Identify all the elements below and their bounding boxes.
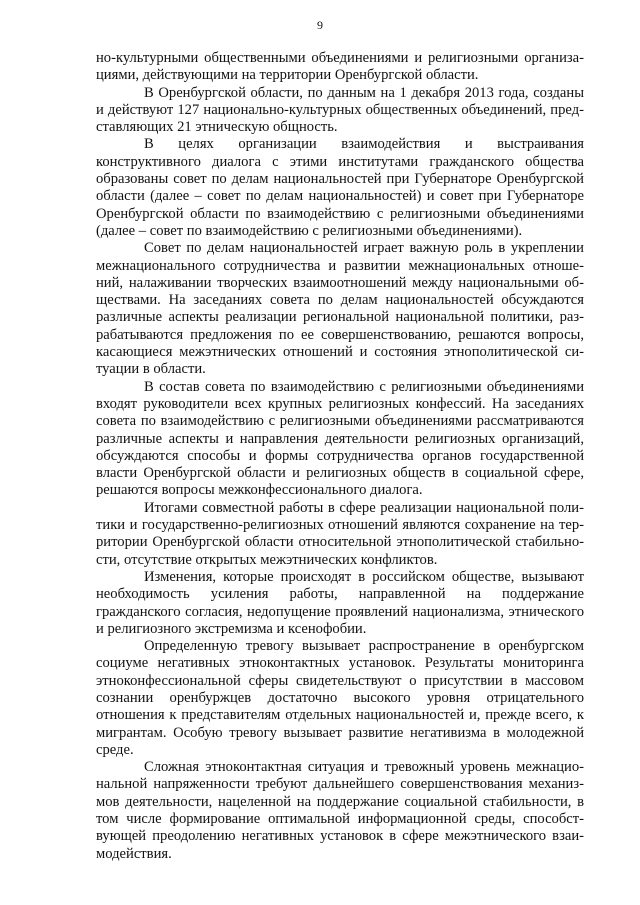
paragraph-organizations-count: В Оренбургской области, по данным на 1 декабря 2013 года, созданы и действуют 127 национально-культурных общественных объединений, представляющих 21 этническую общность. bbox=[96, 84, 584, 136]
document-body bbox=[96, 50, 584, 863]
paragraph-continuation: но-культурными общественными объединениями и религиозными организациями, действующими на территории Оренбургской области. bbox=[96, 50, 584, 84]
paragraph-conclusion: Сложная этноконтактная ситуация и тревожный уровень межнациональной напряженности требуют дальнейшего совершенствования механизмов деятельности, нацеленной на поддержание социальной стабильности, в том числе формирование оптимальной информационной среды, способствующей преодолению негативных установок в сфере межэтнического взаимодействия. bbox=[96, 759, 584, 862]
paragraph-results: Итогами совместной работы в сфере реализации национальной политики и государственно-религиозных отношений являются сохранение на территории Оренбургской области относительной этнополитической стабильности, отсутствие открытых межэтнических конфликтов. bbox=[96, 499, 584, 568]
paragraph-changes: Изменения, которые происходят в российском обществе, вызывают необходимость усиления работы, направленной на поддержание гражданского согласия, недопущение проявлений национализма, этнического и религиозного экстремизма и ксенофобии. bbox=[96, 568, 584, 637]
paragraph-councils-formed: В целях организации взаимодействия и выстраивания конструктивного диалога с этими институтами гражданского общества образованы совет по делам национальностей при Губернаторе Оренбургской области (далее – совет по делам национальностей) и совет при Губернаторе Оренбургской области по взаимодействию с религиозными объединениями (далее – совет по взаимодействию с религиозными объединениями). bbox=[96, 136, 584, 239]
paragraph-nationalities-council: Совет по делам национальностей играет важную роль в укреплении межнационального сотрудничества и развитии межнациональных отношений, налаживании творческих взаимоотношений между национальными обществами. На заседаниях совета по делам национальностей обсуждаются различные аспекты реализации региональной национальной политики, разрабатываются предложения по ее совершенствованию, решаются вопросы, касающиеся межэтнических отношений и состояния этнополитической ситуации в области. bbox=[96, 240, 584, 378]
paragraph-concern: Определенную тревогу вызывает распространение в оренбургском социуме негативных этноконтактных установок. Результаты мониторинга этноконфессиональной сферы свидетельствуют о присутствии в массовом сознании оренбуржцев достаточно высокого уровня отрицательного отношения к представителям отдельных национальностей и, прежде всего, к мигрантам. Особую тревогу вызывает развитие негативизма в молодежной среде. bbox=[96, 638, 584, 758]
paragraph-religious-council: В состав совета по взаимодействию с религиозными объединениями входят руководители всех крупных религиозных конфессий. На заседаниях совета по взаимодействию с религиозными объединениями рассматриваются различные аспекты и направления деятельности религиозных организаций, обсуждаются способы и формы сотрудничества органов государственной власти Оренбургской области и религиозных обществ в социальной сфере, решаются вопросы межконфессионального диалога. bbox=[96, 378, 584, 499]
page-number: 9 bbox=[317, 18, 323, 32]
